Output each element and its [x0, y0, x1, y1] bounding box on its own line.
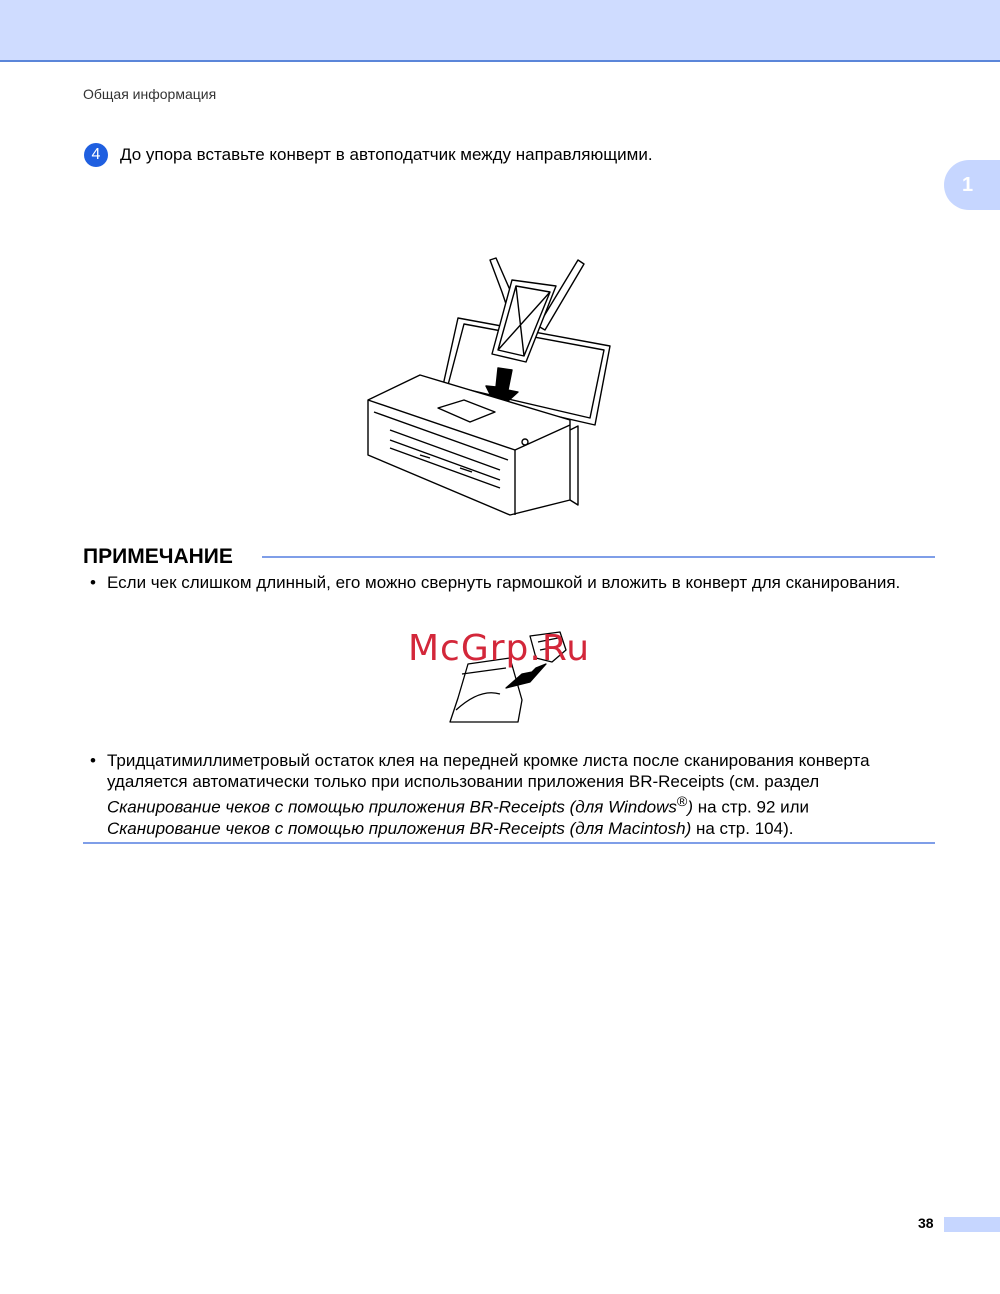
- note-item-2-line2: удаляется автоматически только при использовании приложения BR-Receipts (см. раздел: [107, 772, 820, 791]
- link-macintosh[interactable]: Сканирование чеков с помощью приложения BR-Receipts (для Macintosh): [107, 818, 692, 838]
- step-4: [84, 143, 653, 167]
- watermark: McGrp.Ru: [408, 628, 591, 669]
- note-rule: [262, 556, 935, 558]
- bullet-marker: •: [90, 573, 96, 592]
- page-tab: [944, 1217, 1000, 1232]
- note-item-1: [90, 572, 937, 593]
- note-item-2-line3-rest: на стр. 92 или: [693, 797, 810, 817]
- note-end-rule: [83, 842, 935, 844]
- header-band: [0, 0, 1000, 62]
- chapter-tab: 1: [944, 160, 1000, 210]
- page-number: 38: [918, 1215, 934, 1231]
- note-item-1-text: Если чек слишком длинный, его можно свернуть гармошкой и вложить в конверт для сканирования.: [107, 573, 901, 592]
- link-windows[interactable]: Сканирование чеков с помощью приложения BR-Receipts (для Windows: [107, 797, 677, 817]
- bullet-marker: •: [90, 751, 96, 770]
- note-item-2-line4-rest: на стр. 104).: [691, 818, 794, 838]
- step-text: До упора вставьте конверт в автоподатчик между направляющими.: [120, 145, 653, 164]
- note-item-2-text: [107, 750, 937, 839]
- registered-mark: ®: [676, 794, 688, 810]
- note-heading: ПРИМЕЧАНИЕ: [83, 545, 233, 568]
- note-item-2-line1: Тридцатимиллиметровый остаток клея на передней кромке листа после сканирования конверта: [107, 751, 870, 770]
- note-item-2: [90, 750, 937, 839]
- running-head: Общая информация: [83, 86, 217, 102]
- step-number: 4: [84, 143, 108, 167]
- scanner-illustration: [360, 250, 620, 520]
- link-windows-end: ): [687, 797, 694, 817]
